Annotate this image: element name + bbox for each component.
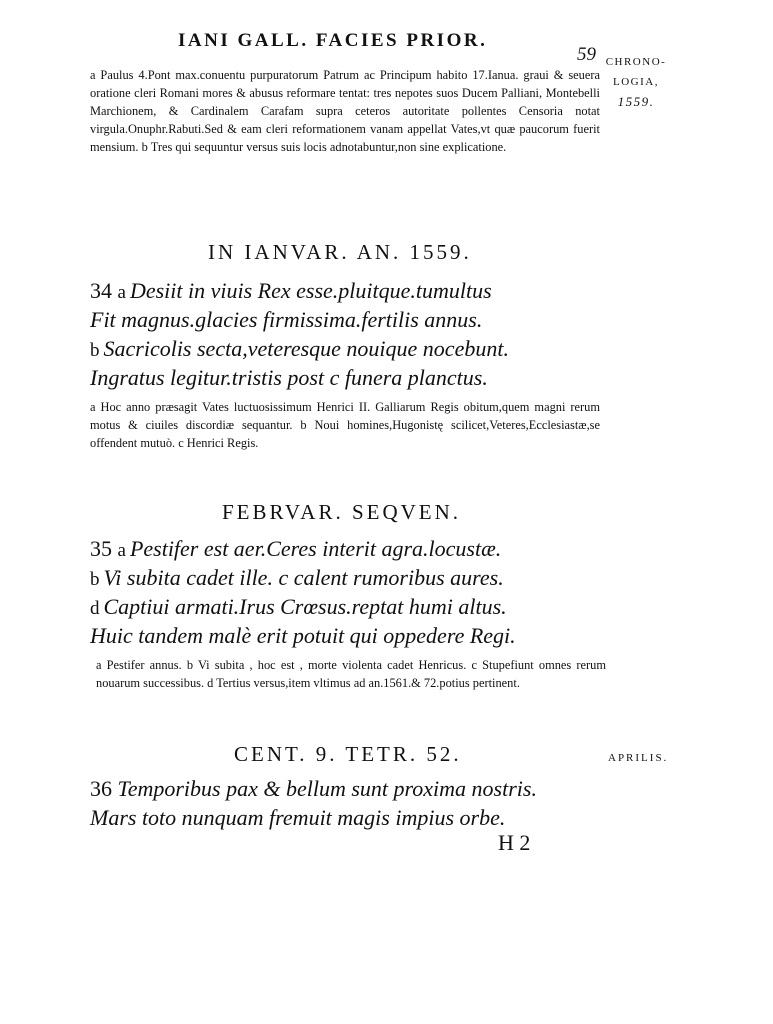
- running-head: IANI GALL. FACIES PRIOR.: [178, 30, 488, 51]
- verse-line: [90, 305, 650, 334]
- note-marker: b: [90, 569, 100, 590]
- verse-line: [90, 592, 650, 621]
- note-text: a Hoc anno præsagit Vates luctuosissimum Henrici II. Galliarum Regis obitum,quem magni rerum motus & ciuiles discordiæ sequantur. b Noui homines,Hugonistę scilicet,Veteres,Ecclesiastæ,se offendent mutuò. c Henrici Regis.: [90, 400, 600, 450]
- note-text: a Pestifer annus. b Vi subita , hoc est , morte violenta cadet Henricus. c Stupefiunt omnes rerum nouarum successibus. d Tertius versus,item vltimus ad an.1561.& 72.potius pertinent.: [96, 658, 606, 690]
- verse-line: [90, 276, 650, 305]
- section-heading: CENT. 9. TETR. 52.: [234, 742, 462, 766]
- verse-number: 34: [90, 278, 112, 303]
- verse-text: Huic tandem malè erit potuit qui oppedere Regi.: [90, 623, 516, 648]
- verse-block-36: [90, 774, 650, 832]
- margin-note-chronologia: [603, 52, 669, 112]
- verse-text: Temporibus pax & bellum sunt proxima nostris.: [117, 776, 537, 801]
- margin-note-aprilis: APRILIS.: [608, 752, 669, 764]
- verse-text: Mars toto nunquam fremuit magis impius orbe.: [90, 805, 506, 830]
- verse-line: [90, 621, 650, 650]
- verse-text: Captiui armati.Irus Crœsus.reptat humi altus.: [103, 594, 507, 619]
- verse-text: Vi subita cadet ille. c calent rumoribus aures.: [103, 565, 504, 590]
- section-note: [96, 656, 606, 692]
- section-note: [90, 398, 600, 452]
- verse-line: [90, 363, 650, 392]
- verse-text: Fit magnus.glacies firmissima.fertilis annus.: [90, 307, 483, 332]
- verse-line: [90, 563, 650, 592]
- verse-line: [90, 334, 650, 363]
- margin-note-line: CHRONO-: [605, 56, 667, 68]
- verse-line: [90, 803, 650, 832]
- margin-note-year: 1559.: [617, 94, 655, 109]
- verse-text: Desiit in viuis Rex esse.pluitque.tumultus: [129, 278, 492, 303]
- verse-line: [90, 534, 650, 563]
- section-heading: IN IANVAR. AN. 1559.: [208, 240, 472, 264]
- verse-text: Sacricolis secta,veteresque nouique nocebunt.: [103, 336, 509, 361]
- intro-note: [90, 66, 600, 156]
- catchword: H 2: [498, 830, 531, 855]
- note-text: a Paulus 4.Pont max.conuentu purpuratorum Patrum ac Principum habito 17.Ianua. graui & seuera oratione cleri Romani mores & abusus reformare tentat: tres nepotes suos Ducem Palliani, Montebelli Marchionem, & Cardinalem Carafam supra ceteros autoritate pollentes Censoria notat virgula.Onuphr.Rabuti.Sed & eam cleri reformationem vanam appellat Vates,vt quæ paucorum fuerit mensium. b Tres qui sequuntur versus suis locis adnotabuntur,non sine explicatione.: [90, 68, 600, 154]
- verse-line: [90, 774, 650, 803]
- verse-block-35: [90, 534, 650, 650]
- margin-note-line: LOGIA,: [613, 76, 659, 88]
- note-marker: d: [90, 598, 100, 619]
- verse-number: 35: [90, 536, 112, 561]
- note-marker: a: [117, 540, 126, 561]
- note-marker: a: [117, 282, 126, 303]
- section-heading: FEBRVAR. SEQVEN.: [222, 500, 462, 524]
- verse-block-34: [90, 276, 650, 392]
- page-number: 59: [577, 44, 596, 65]
- verse-number: 36: [90, 776, 112, 801]
- note-marker: b: [90, 340, 100, 361]
- verse-text: Ingratus legitur.tristis post c funera planctus.: [90, 365, 488, 390]
- verse-text: Pestifer est aer.Ceres interit agra.locustæ.: [129, 536, 502, 561]
